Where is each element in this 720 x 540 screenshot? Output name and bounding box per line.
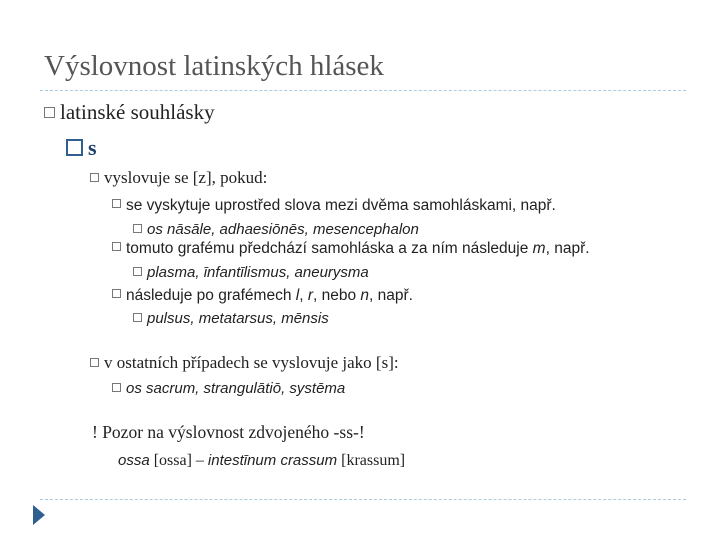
emphasis: n	[360, 287, 370, 304]
separator: ,	[299, 287, 308, 304]
example-word: intestīnum crassum	[207, 452, 338, 469]
rule1-item-2-suffix: , např.	[545, 240, 590, 257]
pronunciation: [krassum]	[337, 452, 406, 469]
emphasis: m	[532, 240, 546, 257]
bullet-icon	[90, 173, 99, 182]
bullet-icon	[66, 139, 83, 156]
rule1-item-3-text: následuje po grafémech	[126, 287, 296, 304]
example-text: os nāsāle, adhaesiōnēs, mesencephalon	[147, 221, 419, 238]
slide-title: Výslovnost latinských hlásek	[44, 50, 384, 82]
next-slide-arrow-icon[interactable]	[33, 505, 45, 525]
rule1-item-2-text: tomuto grafému předchází samohláska a za ním následuje	[126, 240, 533, 257]
section-heading	[44, 100, 215, 125]
rule1-item-2	[112, 240, 590, 258]
emphasis: l	[295, 287, 300, 304]
rule2-heading-text: v ostatních případech se vyslovuje jako [s]:	[104, 353, 399, 372]
letter-heading	[66, 135, 97, 161]
letter-label: s	[88, 135, 97, 160]
rule1-item-3-example	[133, 310, 329, 327]
example-word: ossa	[118, 452, 150, 469]
bullet-icon	[44, 107, 55, 118]
section-label: latinské souhlásky	[60, 100, 215, 124]
separator: , nebo	[313, 287, 361, 304]
bullet-icon	[90, 358, 99, 367]
bullet-icon	[112, 242, 121, 251]
bullet-icon	[112, 199, 121, 208]
rule1-item-1-text: se vyskytuje uprostřed slova mezi dvěma samohláskami, např.	[126, 197, 556, 214]
rule2-heading	[90, 353, 399, 373]
rule1-item-3	[112, 287, 413, 305]
bullet-icon	[133, 313, 142, 322]
footer-divider	[40, 499, 686, 500]
example-text: plasma, īnfantīlismus, aneurysma	[147, 264, 369, 281]
rule1-item-2-example	[133, 264, 369, 281]
rule1-item-3-suffix: , např.	[369, 287, 413, 304]
rule2-example	[112, 380, 345, 397]
bullet-icon	[133, 224, 142, 233]
warning-example	[118, 452, 405, 470]
emphasis: r	[307, 287, 314, 304]
pronunciation: [ossa] –	[149, 452, 208, 469]
rule1-heading	[90, 168, 267, 188]
rule1-item-1	[112, 197, 556, 215]
rule1-heading-text: vyslovuje se [z], pokud:	[104, 168, 268, 187]
example-text: pulsus, metatarsus, mēnsis	[147, 310, 329, 327]
bullet-icon	[133, 267, 142, 276]
warning-note: ! Pozor na výslovnost zdvojeného -ss-!	[92, 422, 365, 442]
bullet-icon	[112, 383, 121, 392]
example-text: os sacrum, strangulātiō, systēma	[126, 380, 346, 397]
title-divider	[40, 90, 686, 91]
rule1-item-1-example	[133, 221, 419, 238]
bullet-icon	[112, 289, 121, 298]
